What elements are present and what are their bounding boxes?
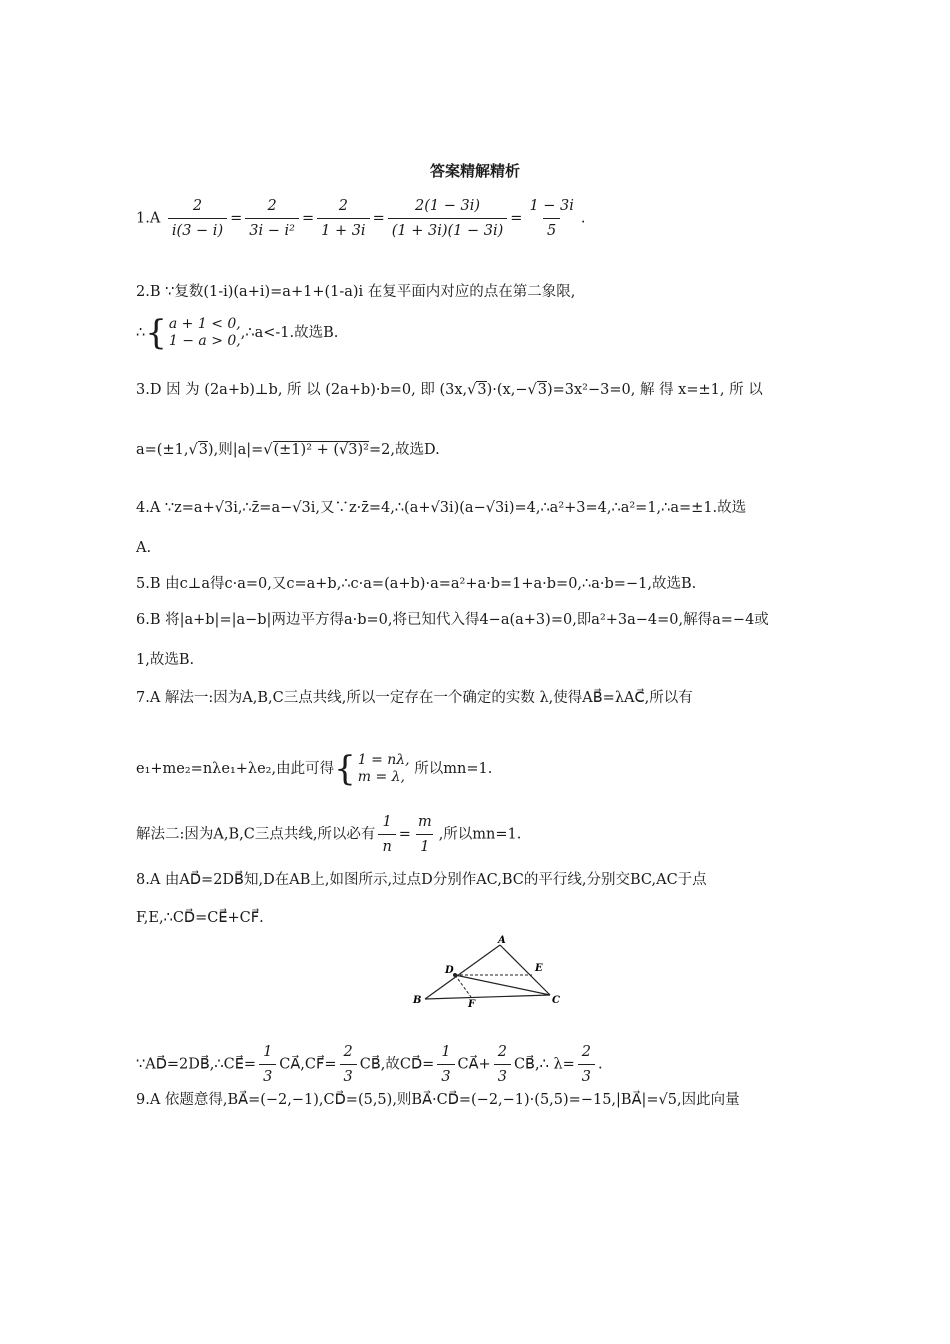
answer-8-line-2: F,E,∴CD⃗=CE⃗+CF⃗. xyxy=(136,910,264,926)
answer-2-line-2: ∴ { a + 1 < 0, 1 − a > 0, ,∴a<-1.故选B. xyxy=(136,313,339,353)
point-label-e: E xyxy=(535,963,543,974)
page-title: 答案精解精析 xyxy=(429,162,520,180)
answer-1: 1.A $\frac{2}{i(3 - i)}$ = $\frac{2}{\text{3i − i²}}$ = $\frac{2}{1 + 3i}$ = $\frac{2(1 - 3i)}{(1 + 3i)(1 - 3i)}$ = $\frac{1 - 3i}{5}$ . xyxy=(136,198,586,239)
answer-8-line-3: ∵AD⃗=2DB⃗,∴CE⃗= $\frac{1}{3}$ CA⃗,CF⃗= $\frac{2}{3}$ CB⃗,故CD⃗= $\frac{1}{3}$ CA⃗+ $\frac{2}{3}$ CB⃗,∴ λ= $\frac{2}{3}$ . xyxy=(136,1044,603,1085)
answer-7-line-3: 解法二:因为A,B,C三点共线,所以必有 $\frac{1}{n}$ = $\frac{m}{1}$ ,所以mn=1. xyxy=(136,814,522,855)
answer-5: 5.B 由c⊥a得c·a=0,又c=a+b,∴c·a=(a+b)·a=a²+a·b=1+a·b=0,∴a·b=−1,故选B. xyxy=(136,576,697,592)
answer-6-line-1: 6.B 将|a+b|=|a−b|两边平方得a·b=0,将已知代入得4−a(a+3)=0,即a²+3a−4=0,解得a=−4或 xyxy=(136,612,769,628)
equation-system: { a + 1 < 0, 1 − a > 0, xyxy=(145,313,241,353)
fraction: $\frac{2}{3}$ xyxy=(340,1042,357,1087)
answer-4-line-2: A. xyxy=(136,540,152,556)
fraction: $\frac{1 - 3i}{5}$ xyxy=(529,198,574,239)
answer-1-label: 1.A xyxy=(136,210,161,227)
vertex-label-a: A xyxy=(498,935,506,946)
vertex-label-c: C xyxy=(552,995,560,1006)
answer-8-line-1: 8.A 由AD⃗=2DB⃗知,D在AB上,如图所示,过点D分别作AC,BC的平行线,分别交BC,AC于点 xyxy=(136,872,707,888)
fraction: $\frac{1}{3}$ xyxy=(437,1042,454,1087)
fraction: $\frac{2}{1 + 3i}$ xyxy=(317,196,369,241)
fraction: $\frac{2}{3}$ xyxy=(578,1042,595,1087)
fraction: $\frac{2}{i(3 - i)}$ xyxy=(168,196,227,241)
fraction: $\frac{1}{n}$ xyxy=(378,812,395,857)
point-label-f: F xyxy=(468,999,476,1007)
equation-system: { 1 = nλ, m = λ, xyxy=(334,749,410,789)
answer-6-line-2: 1,故选B. xyxy=(136,652,195,668)
answer-9: 9.A 依题意得,BA⃗=(−2,−1),CD⃗=(5,5),则BA⃗·CD⃗=(−2,−1)·(5,5)=−15,|BA⃗|=√5,因此向量 xyxy=(136,1092,740,1108)
point-label-d: D xyxy=(445,965,454,976)
answer-3-line-2: a=(±1,√3),则|a|=√(±1)² + (√3)²=2,故选D. xyxy=(136,442,440,458)
vertex-label-b: B xyxy=(413,995,422,1006)
fraction: $\frac{m}{1}$ xyxy=(417,814,432,855)
fraction: $\frac{2}{3}$ xyxy=(494,1042,511,1087)
fraction: $\frac{2(1 - 3i)}{(1 + 3i)(1 - 3i)}$ xyxy=(388,196,508,241)
triangle-diagram xyxy=(405,935,575,1007)
fraction: $\frac{2}{\text{3i − i²}}$ xyxy=(245,196,299,241)
answer-7-line-2: e₁+me₂=nλe₁+λe₂,由此可得 { 1 = nλ, m = λ, 所以mn=1. xyxy=(136,749,493,789)
answer-4-line-1: 4.A ∵z=a+√3i,∴z̄=a−√3i,又∵z·z̄=4,∴(a+√3i)(a−√3i)=4,∴a²+3=4,∴a²=1,∴a=±1.故选 xyxy=(136,500,747,516)
answer-2-line-1: 2.B ∵复数(1-i)(a+i)=a+1+(1-a)i 在复平面内对应的点在第二象限, xyxy=(136,284,576,300)
answer-7-line-1: 7.A 解法一:因为A,B,C三点共线,所以一定存在一个确定的实数 λ,使得AB⃗=λAC⃗,所以有 xyxy=(136,690,693,706)
answer-3-line-1: 3.D 因 为 (2a+b)⊥b, 所 以 (2a+b)·b=0, 即 (3x,√3)·(x,−√3)=3x²−3=0, 解 得 x=±1, 所 以 xyxy=(136,382,763,398)
fraction: $\frac{1}{3}$ xyxy=(259,1042,276,1087)
